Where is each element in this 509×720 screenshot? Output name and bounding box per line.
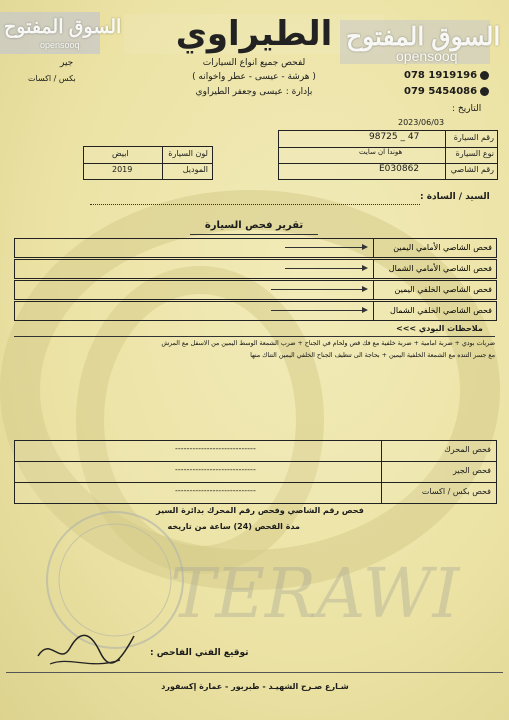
- technician-signature: [30, 626, 140, 672]
- axle-check-label: فحص بكس / اكسات: [421, 487, 491, 496]
- left-header-fragment-1: جير: [60, 58, 74, 68]
- brand-watermark-right: السوق المفتوح: [346, 23, 501, 51]
- check-mark-icon: [285, 247, 363, 248]
- report-title: تقرير فحص السيارة: [204, 220, 304, 231]
- phone-icon: [480, 87, 489, 96]
- gear-check-label: فحص الجير: [453, 466, 491, 475]
- model-label: الموديل: [182, 165, 208, 174]
- car-info-table: [278, 130, 498, 180]
- phone-2: 079 5454086: [404, 86, 478, 97]
- footer-note-2: مدة الفحص (24) ساعة من تاريخه: [167, 522, 300, 531]
- check-mark-icon: [285, 268, 363, 269]
- letterhead-line-2: ( هرشة - عيسى - عطر واخوانه ): [192, 72, 316, 82]
- customer-label: السيد / السادة :: [420, 192, 490, 202]
- chassis-check-label: فحص الشاصي الأمامي اليمين: [393, 243, 492, 252]
- letterhead-line-1: لفحص جميع انواع السيارات: [202, 58, 306, 68]
- body-note-line-2: مع جسر التنده مع الشمعة الخلفية اليمين + بحاجة الى تنظيف الجناح الخلفي اليمين التناك منها: [250, 352, 495, 359]
- car-number-label: رقم السيارة: [453, 133, 494, 142]
- signature-label: توقيع الفني الفاحص :: [150, 648, 249, 658]
- date-value: 2023/06/03: [398, 118, 445, 127]
- stamp-text: TERAWI: [170, 555, 460, 634]
- letterhead-line-3: بإدارة : عيسى وجعفر الطيراوي: [195, 87, 313, 97]
- customer-line: [90, 204, 420, 205]
- address: شـارع صـرح الشهيـد - طبربور - عمارة إكسفورد: [161, 682, 349, 691]
- chassis-check-rear-left-row: [14, 301, 497, 321]
- axle-check-value: ----------------------------: [175, 486, 256, 495]
- check-mark-icon: [271, 310, 363, 311]
- chassis-check-label: فحص الشاصي الخلفي الشمال: [390, 306, 492, 315]
- chassis-check-rear-right-row: [14, 280, 497, 300]
- car-type-label: نوع السيارة: [455, 149, 494, 158]
- chassis-check-front-left-row: [14, 259, 497, 279]
- phone-1: 078 1919196: [404, 70, 478, 81]
- color-model-table: [83, 146, 213, 180]
- whatsapp-icon: [480, 71, 489, 80]
- left-header-fragment-2: بكس / اكسات: [28, 74, 76, 83]
- check-mark-icon: [271, 289, 363, 290]
- body-note-line-1: ضربات بودي + ضربة امامية + ضربة خلفية مع فك قص ولحام في الجناح + ضرب الشمعة الوسط اليمين من الاسفل مع المرش: [161, 340, 495, 347]
- brand-watermark-left: السوق المفتوح: [4, 17, 122, 38]
- car-number-value: 98725 _ 47: [369, 132, 420, 142]
- brand-watermark-right-en: opensooq: [396, 48, 458, 64]
- car-color-label: لون السيارة: [168, 149, 208, 158]
- engine-check-label: فحص المحرك: [444, 445, 491, 454]
- footer-note-1: فحص رقم الشاصي وفحص رقم المحرك بدائرة السير: [156, 506, 364, 515]
- model-value: 2019: [112, 165, 133, 174]
- company-name: الطيراوي: [175, 14, 333, 54]
- car-type-value: هوندا ان سايت: [359, 148, 403, 156]
- chassis-check-front-right-row: [14, 238, 497, 258]
- brand-watermark-left-en: opensooq: [40, 40, 80, 50]
- date-label: التاريخ :: [452, 104, 482, 114]
- chassis-check-label: فحص الشاصي الأمامي الشمال: [388, 264, 492, 273]
- gear-check-value: ----------------------------: [175, 465, 256, 474]
- mechanical-checks-table: [14, 440, 497, 504]
- chassis-number-value: E030862: [379, 164, 420, 174]
- body-notes-label: ملاحظات البودي >>>: [396, 324, 483, 333]
- chassis-number-label: رقم الشاصي: [450, 165, 494, 174]
- engine-check-value: ----------------------------: [175, 444, 256, 453]
- chassis-check-label: فحص الشاصي الخلفي اليمين: [394, 285, 492, 294]
- car-color-value: ابيض: [112, 149, 129, 158]
